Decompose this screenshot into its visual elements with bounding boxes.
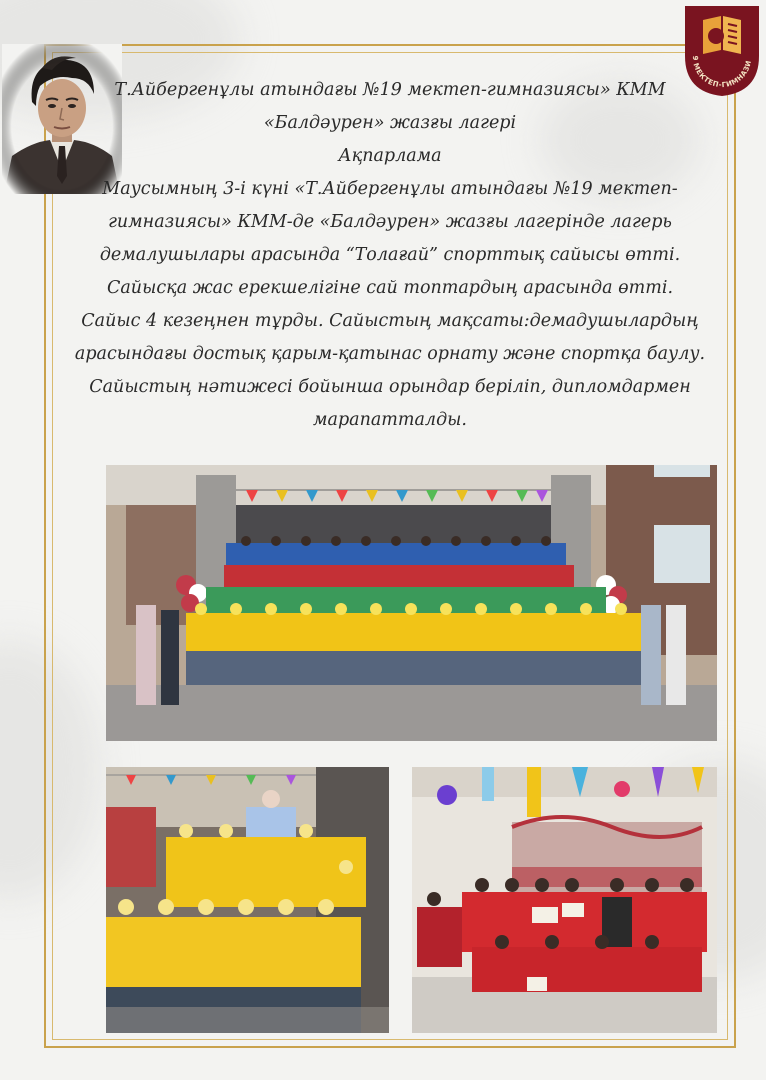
body-line: демалушылары арасында “Толағай” спорттық сайысы өтті. bbox=[99, 245, 681, 265]
body-line: гимназиясы» КММ-де «Балдәурен» жазғы лагерінде лагерь bbox=[108, 212, 672, 232]
title-line-3: Ақпарлама bbox=[338, 146, 442, 166]
logo-text: 9 МЕКТЕП-ГИМНАЗИ bbox=[690, 55, 754, 90]
group-photo bbox=[106, 465, 717, 741]
announcement-text bbox=[70, 74, 710, 437]
yellow-group-photo bbox=[106, 767, 389, 1033]
body-line: марапатталды. bbox=[313, 410, 467, 430]
title-line-1: Т.Айбергенұлы атындағы №19 мектеп-гимназиясы» КММ bbox=[114, 80, 666, 100]
body-line: Сайысқа жас ерекшелігіне сай топтардың арасында өтті. bbox=[106, 278, 674, 298]
body-line: арасындағы достық қарым-қатынас орнату және спортқа баулу. bbox=[74, 344, 706, 364]
title-line-2: «Балдәурен» жазғы лагері bbox=[263, 113, 517, 133]
body-line: Сайыс 4 кезеңнен тұрды. Сайыстың мақсаты:демадушылардың bbox=[81, 311, 699, 331]
body-line: Сайыстың нәтижесі бойынша орындар беріліп, дипломдармен bbox=[89, 377, 691, 397]
body-line: Маусымның 3-і күні «Т.Айбергенұлы атындағы №19 мектеп- bbox=[102, 179, 678, 199]
red-group-photo bbox=[412, 767, 717, 1033]
